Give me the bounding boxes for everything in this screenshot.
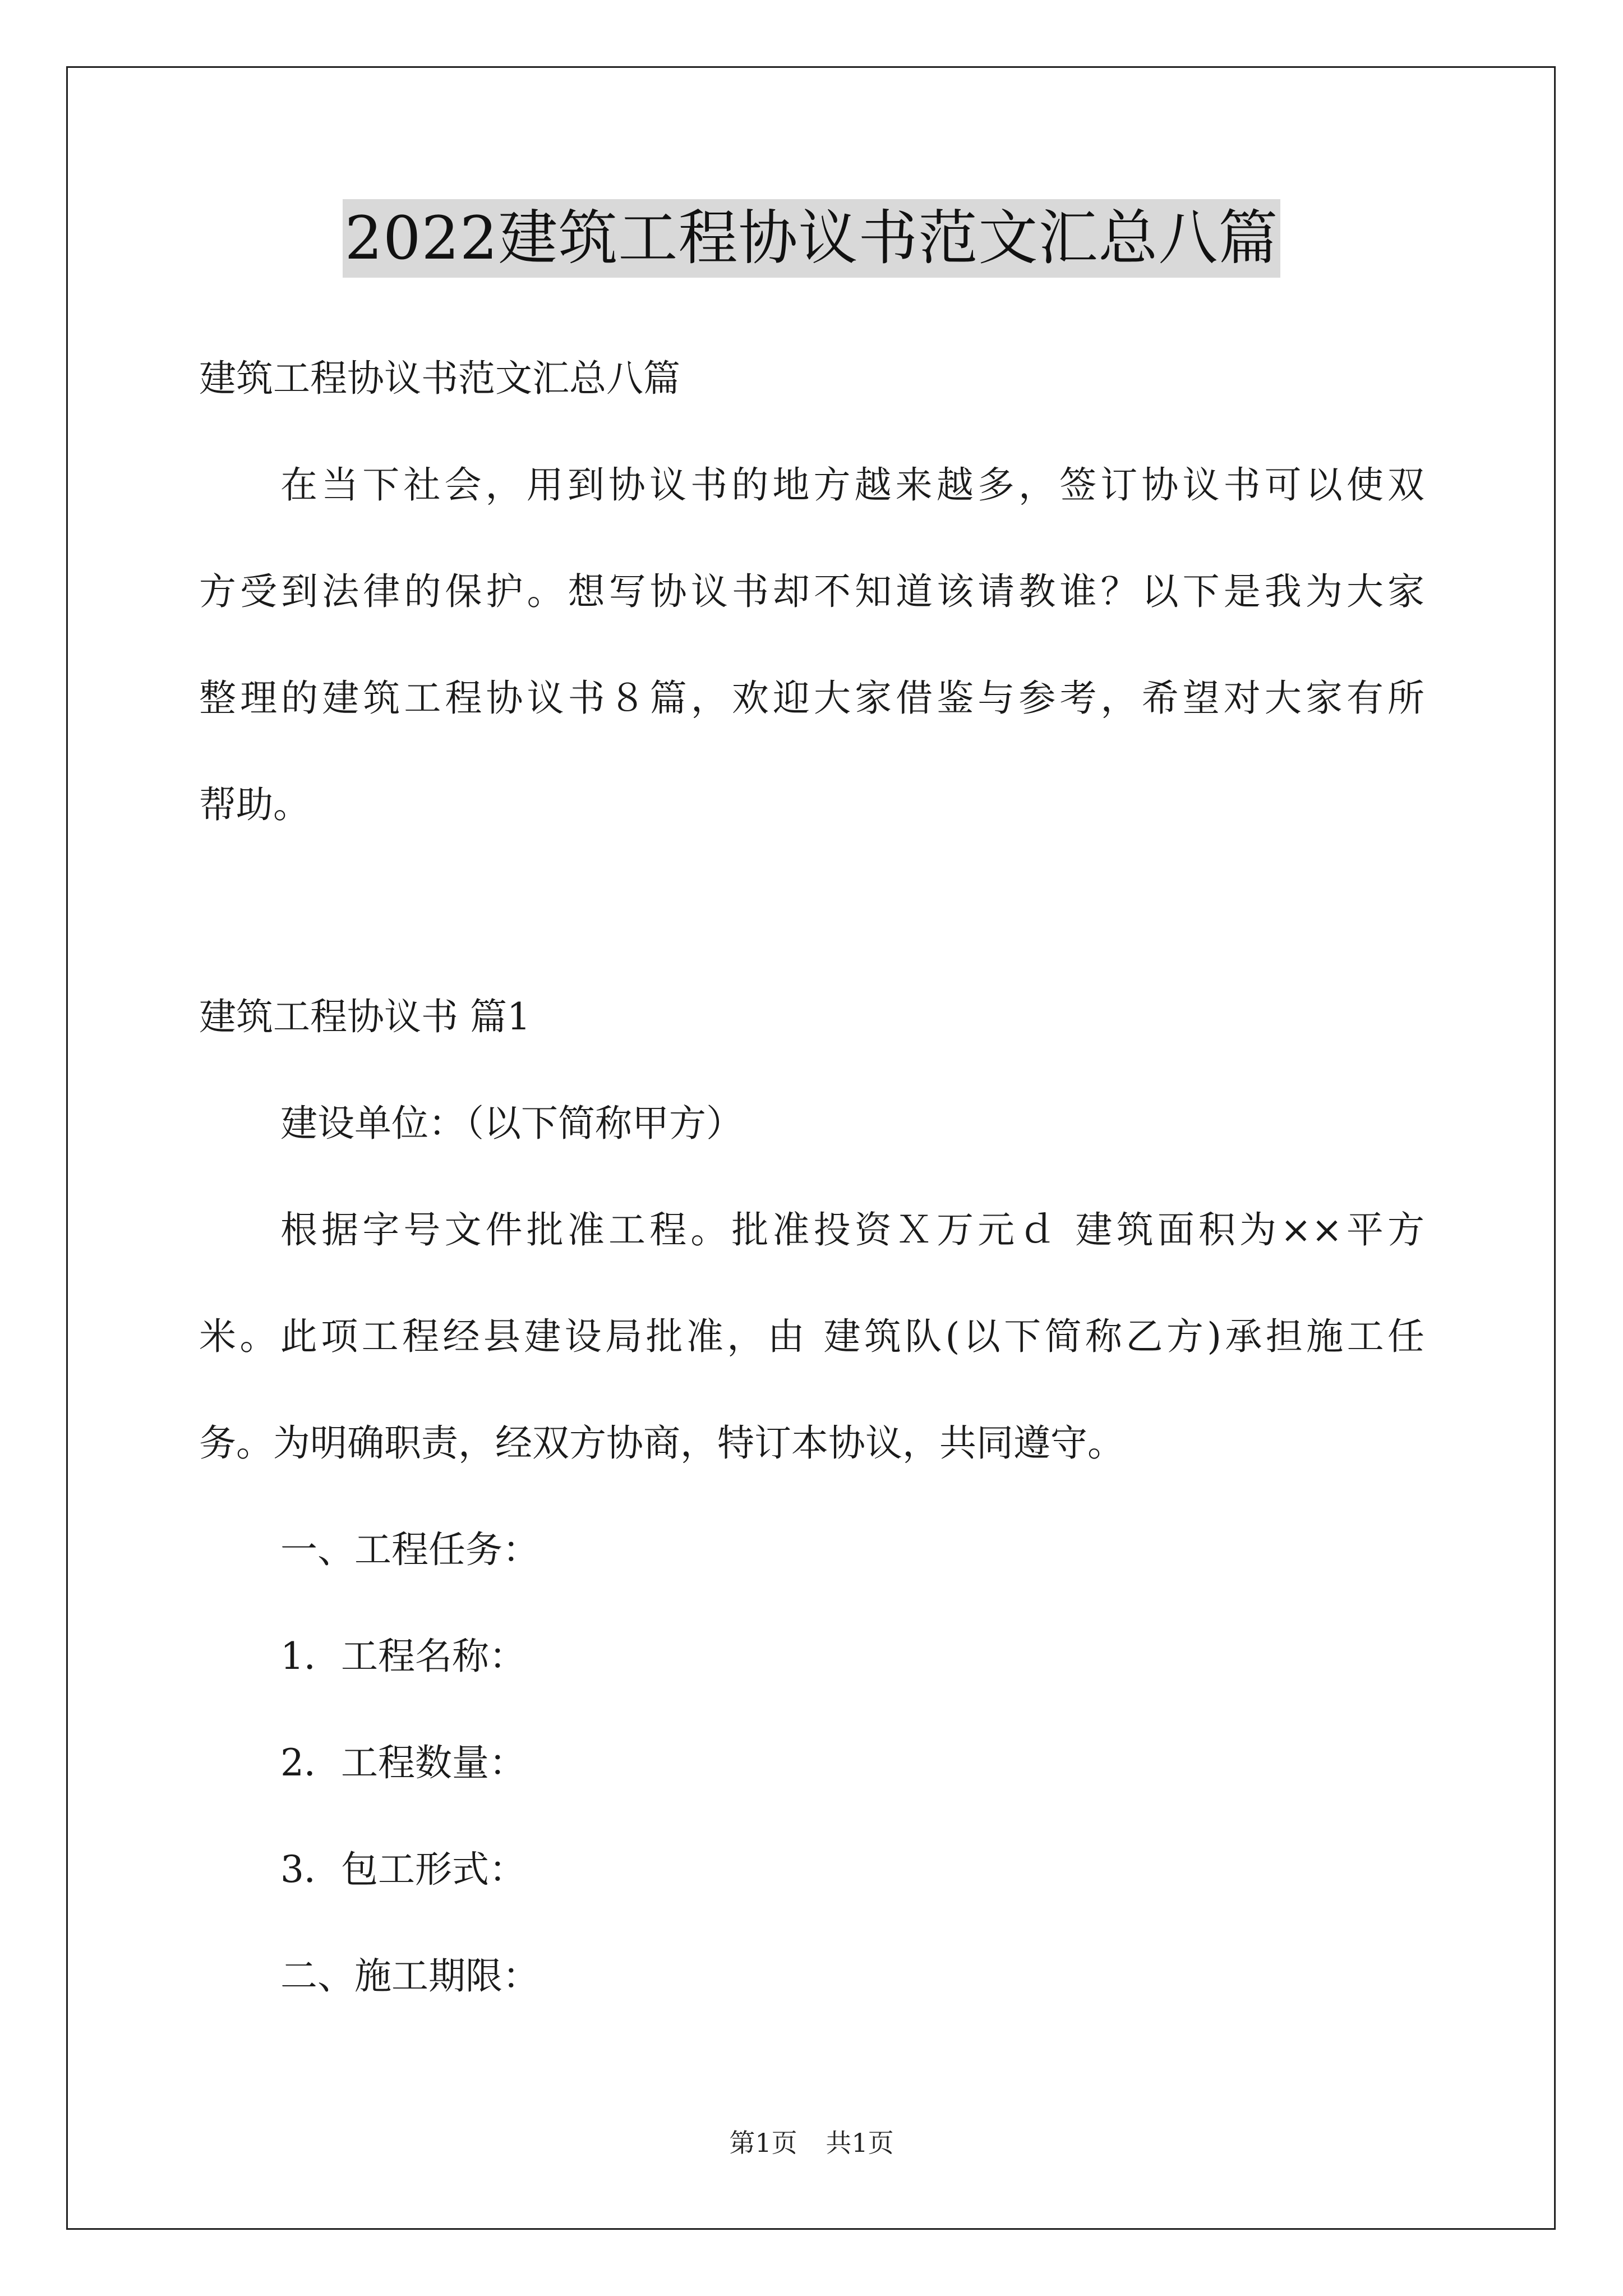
party-a-line: 建设单位：（以下简称甲方） <box>280 1102 743 1145</box>
item-project-name: 1．工程名称： <box>280 1635 526 1678</box>
subtitle: 建筑工程协议书范文汇总八篇 <box>199 357 680 400</box>
clause-2-heading: 二、施工期限： <box>280 1954 540 1998</box>
section-heading: 建筑工程协议书 篇1 <box>199 995 531 1038</box>
title-container <box>0 199 1623 278</box>
body-line-1: 根据字号文件批准工程。批准投资Ｘ万元ｄ 建筑面积为××平方 <box>280 1208 1424 1251</box>
intro-line-3: 整理的建筑工程协议书８篇，欢迎大家借鉴与参考，希望对大家有所 <box>199 677 1424 720</box>
intro-line-1: 在当下社会，用到协议书的地方越来越多，签订协议书可以使双 <box>280 463 1424 507</box>
body-line-2: 米。此项工程经县建设局批准，由 建筑队(以下简称乙方)承担施工任 <box>199 1315 1424 1358</box>
intro-line-2: 方受到法律的保护。想写协议书却不知道该请教谁？以下是我为大家 <box>199 570 1424 613</box>
clause-1-heading: 一、工程任务： <box>280 1528 540 1571</box>
page-total: 共1页 <box>826 2128 894 2158</box>
item-contract-form: 3．包工形式： <box>280 1848 526 1891</box>
page-number: 第1页 <box>729 2128 797 2158</box>
intro-line-4: 帮助。 <box>199 783 310 826</box>
item-project-quantity: 2．工程数量： <box>280 1741 526 1784</box>
document-title: 2022建筑工程协议书范文汇总八篇 <box>343 199 1281 278</box>
page-footer <box>0 2126 1623 2160</box>
body-line-3: 务。为明确职责，经双方协商，特订本协议，共同遵守。 <box>199 1421 1124 1465</box>
